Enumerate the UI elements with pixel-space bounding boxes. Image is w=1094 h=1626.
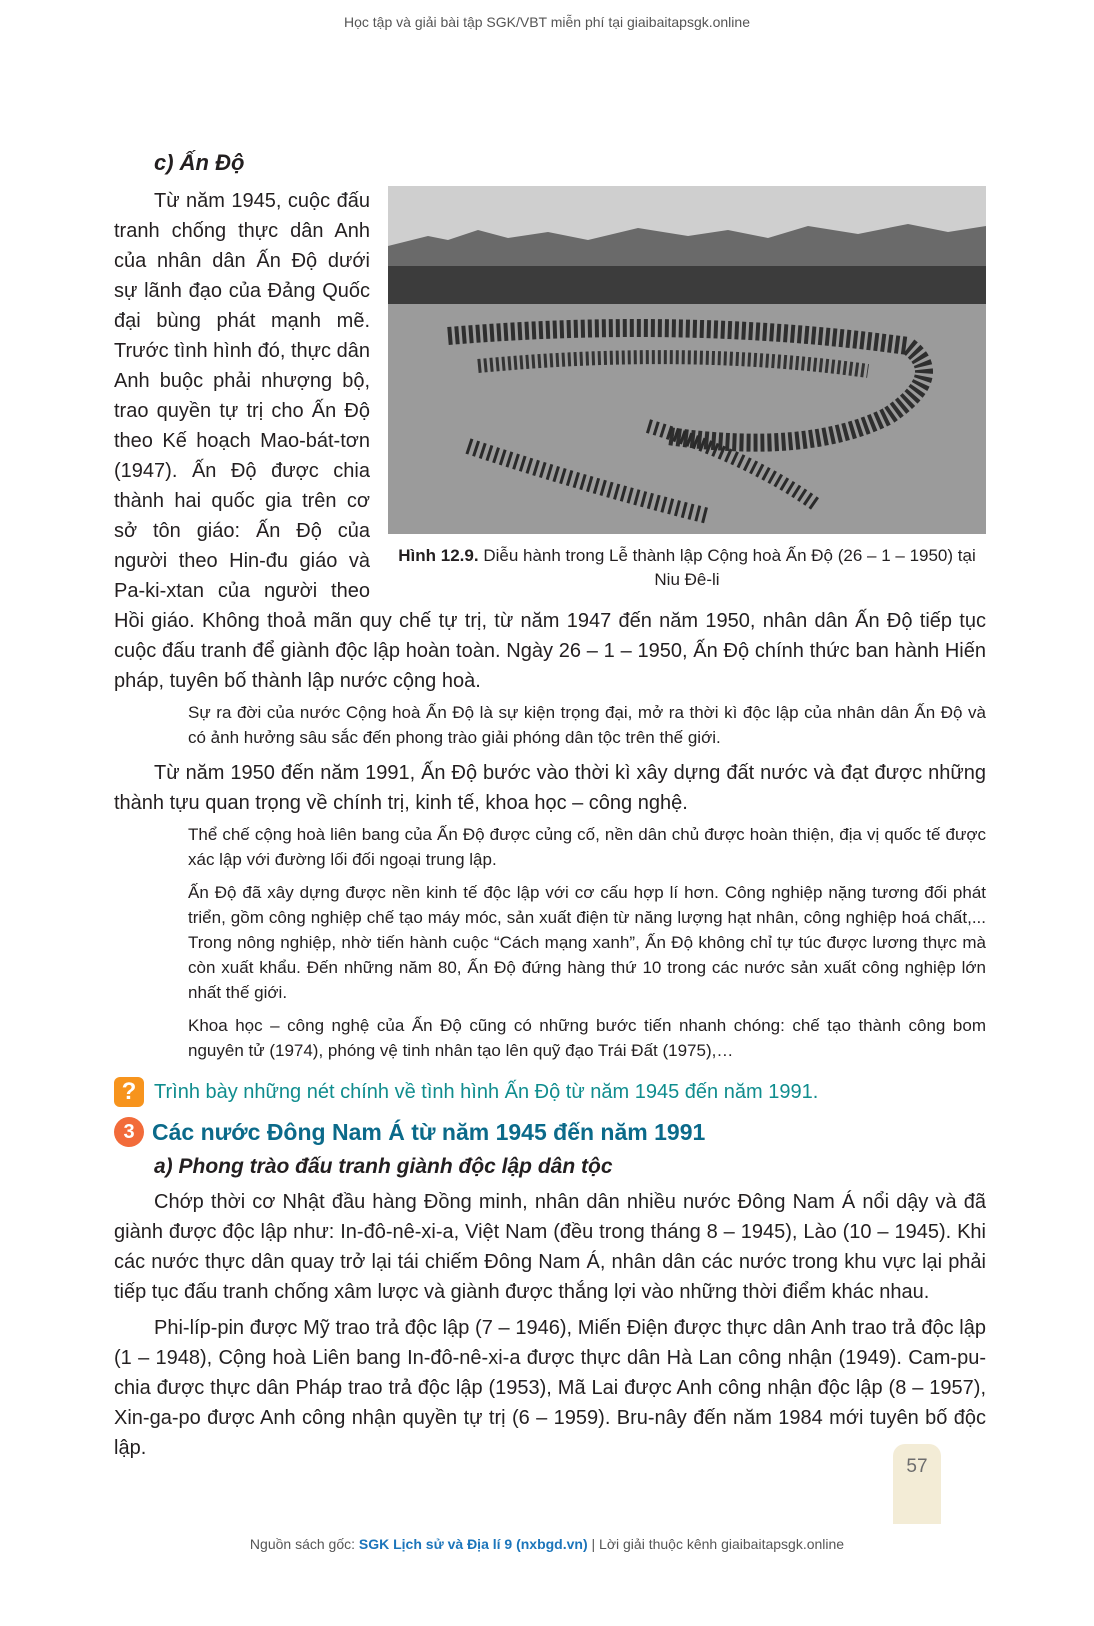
note-science: Khoa học – công nghệ của Ấn Độ cũng có những bước tiến nhanh chóng: chế tạo thành công bom nguyên tử (1974), phóng vệ tinh nhân tạo lên quỹ đạo Trái Đất (1975),… <box>188 1016 986 1060</box>
parade-photo <box>388 186 986 534</box>
figure-12-9 <box>388 186 986 592</box>
sea-para-1: Chớp thời cơ Nhật đầu hàng Đồng minh, nhân dân nhiều nước Đông Nam Á nổi dậy và đã giành được độc lập như: In-đô-nê-xi-a, Việt Nam (đều trong tháng 8 – 1945), Lào (10 – 1945). Khi các nước thực dân quay trở lại tái chiếm Đông Nam Á, nhân dân các nước trong khu vực lại phải tiếp tục đấu tranh chống xâm lược và giành được thắng lợi vào những thời điểm khác nhau. <box>114 1191 986 1303</box>
note-republic-significance: Sự ra đời của nước Cộng hoà Ấn Độ là sự kiện trọng đại, mở ra thời kì độc lập của nhân dân Ấn Độ và có ảnh hưởng sâu sắc đến phong trào giải phóng dân tộc trên thế giới. <box>188 703 986 747</box>
india-intro-block <box>114 186 986 696</box>
india-para-1: Từ năm 1945, cuộc đấu tranh chống thực dân Anh của nhân dân Ấn Độ dưới sự lãnh đạo của Đảng Quốc đại bùng phát mạnh mẽ. Trước tình hình đó, thực dân Anh buộc phải nhượng bộ, trao quyền tự trị cho Ấn Độ theo Kế hoạch Mao-bát-tơn (1947). Ấn Độ được chia thành hai quốc gia trên cơ sở tôn giáo: Ấn Độ của người theo Hin-đu giáo và Pa-ki-xtan của người theo Hồi giáo. Không thoả mãn quy chế tự trị, từ năm 1947 đến năm 1950, nhân dân Ấn Độ tiếp tục cuộc đấu tranh để giành độc lập hoàn toàn. Ngày 26 – 1 – 1950, Ấn Độ chính thức ban hành Hiến pháp, tuyên bố thành lập nước cộng hoà. <box>114 190 986 692</box>
footer-source-link[interactable]: SGK Lịch sử và Địa lí 9 (nxbgd.vn) <box>358 1536 588 1552</box>
page-footer <box>0 1536 1094 1552</box>
section-3-title: Các nước Đông Nam Á từ năm 1945 đến năm 1991 <box>152 1118 706 1145</box>
figure-label: Hình 12.9. <box>398 546 479 565</box>
note-politics: Thể chế cộng hoà liên bang của Ấn Độ được củng cố, nền dân chủ được hoàn thiện, địa vị quốc tế được xác lập với đường lối đối ngoại trung lập. <box>188 825 986 869</box>
section-3a-heading: a) Phong trào đấu tranh giành độc lập dân tộc <box>154 1155 613 1178</box>
question-icon: ? <box>114 1077 144 1107</box>
figure-caption-text: Diễu hành trong Lễ thành lập Cộng hoà Ấn Độ (26 – 1 – 1950) tại Niu Đê-li <box>483 546 976 589</box>
footer-prefix: Nguồn sách gốc: <box>249 1536 359 1552</box>
note-economy: Ấn Độ đã xây dựng được nền kinh tế độc lập với cơ cấu hợp lí hơn. Công nghiệp nặng tương đối phát triển, gồm công nghiệp chế tạo máy móc, sản xuất điện từ năng lượng hạt nhân, công nghiệp hoá chất,... Trong nông nghiệp, nhờ tiến hành cuộc “Cách mạng xanh”, Ấn Độ không chỉ tự túc được lương thực mà còn xuất khẩu. Đến những năm 80, Ấn Độ đứng hàng thứ 10 trong các nước sản xuất công nghiệp lớn nhất thế giới. <box>188 883 986 1002</box>
figure-caption <box>388 544 986 592</box>
page-content <box>114 150 986 1463</box>
section-3-header <box>114 1117 986 1147</box>
footer-suffix: | Lời giải thuộc kênh giaibaitapsgk.online <box>587 1536 845 1552</box>
parade-photo-illustration <box>388 186 986 534</box>
page-number: 57 <box>906 1456 928 1477</box>
section-c-heading: c) Ấn Độ <box>154 150 245 175</box>
page-header: Học tập và giải bài tập SGK/VBT miễn phí tại giaibaitapsgk.online <box>344 14 750 30</box>
question-block <box>114 1077 986 1107</box>
sea-para-2: Phi-líp-pin được Mỹ trao trả độc lập (7 – 1946), Miến Điện được thực dân Anh trao trả độc lập (1 – 1948), Cộng hoà Liên bang In-đô-nê-xi-a được thực dân Hà Lan công nhận (1949). Cam-pu-chia được thực dân Pháp trao trả độc lập (1953), Mã Lai được Anh công nhận độc lập (8 – 1957), Xin-ga-po được Anh công nhận quyền tự trị (6 – 1959). Bru-nây đến năm 1984 mới tuyên bố độc lập. <box>114 1317 986 1459</box>
section-number-icon: 3 <box>114 1117 144 1147</box>
question-text: Trình bày những nét chính về tình hình Ấn Độ từ năm 1945 đến năm 1991. <box>154 1080 819 1103</box>
india-para-2: Từ năm 1950 đến năm 1991, Ấn Độ bước vào thời kì xây dựng đất nước và đạt được những thành tựu quan trọng về chính trị, kinh tế, khoa học – công nghệ. <box>114 762 986 814</box>
